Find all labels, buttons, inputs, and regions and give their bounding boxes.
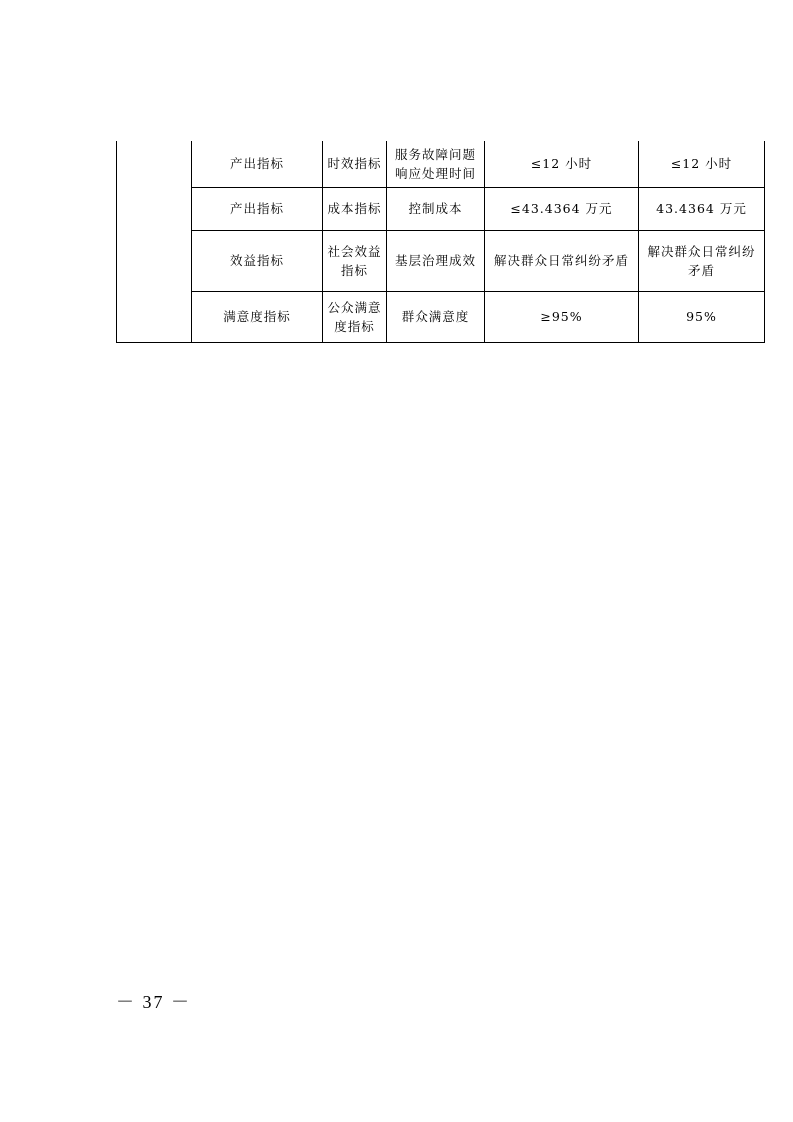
- indicator-name-cell: 群众满意度: [387, 291, 485, 342]
- level2-indicator-cell: 社会效益指标: [323, 230, 387, 291]
- page-number: － 37 －: [116, 992, 191, 1012]
- table-row: [117, 230, 765, 291]
- level1-indicator-cell: 产出指标: [192, 141, 323, 187]
- indicator-name-cell: 基层治理成效: [387, 230, 485, 291]
- level1-indicator-cell: 产出指标: [192, 187, 323, 230]
- table-row: [117, 291, 765, 342]
- target-value-cell: ≤12 小时: [485, 141, 639, 187]
- level1-indicator-cell: 效益指标: [192, 230, 323, 291]
- level2-indicator-cell: 时效指标: [323, 141, 387, 187]
- target-value-cell: 解决群众日常纠纷矛盾: [485, 230, 639, 291]
- actual-value-cell: ≤12 小时: [639, 141, 765, 187]
- target-value-cell: ≤43.4364 万元: [485, 187, 639, 230]
- level2-indicator-cell: 公众满意度指标: [323, 291, 387, 342]
- level1-indicator-cell: 满意度指标: [192, 291, 323, 342]
- level2-indicator-cell: 成本指标: [323, 187, 387, 230]
- target-value-cell: ≥95%: [485, 291, 639, 342]
- actual-value-cell: 解决群众日常纠纷矛盾: [639, 230, 765, 291]
- performance-indicator-table: [116, 141, 765, 343]
- actual-value-cell: 43.4364 万元: [639, 187, 765, 230]
- indicator-name-cell: 控制成本: [387, 187, 485, 230]
- table-row: [117, 187, 765, 230]
- performance-table-container: [116, 141, 764, 343]
- actual-value-cell: 95%: [639, 291, 765, 342]
- merged-left-cell: [117, 141, 192, 342]
- table-row: [117, 141, 765, 187]
- indicator-name-cell: 服务故障问题响应处理时间: [387, 141, 485, 187]
